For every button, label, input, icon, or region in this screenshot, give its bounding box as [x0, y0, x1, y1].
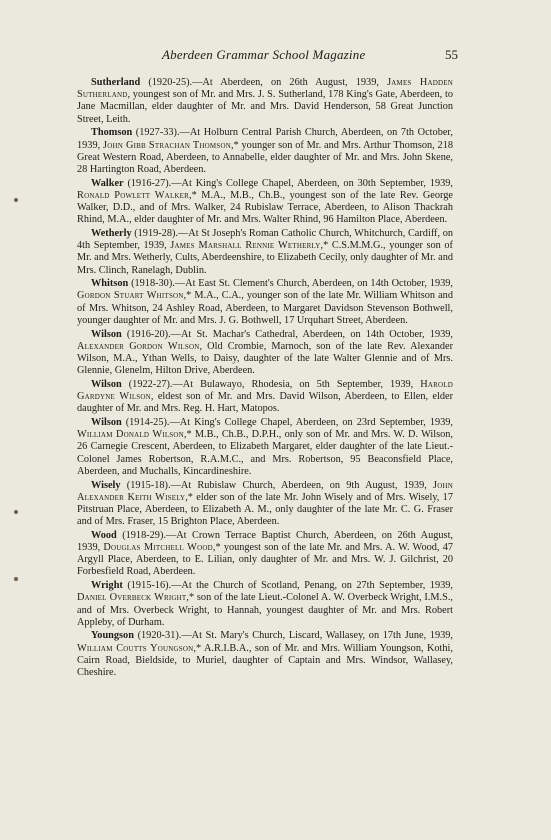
- entry-details: ,* younger son of Mr. and Mrs. Arthur Thomson, 218 Great Western Road, Aberdeen, to Annabelle, elder daughter of Mr. and Mrs. John Skene, 28 Hartington Road, Aberdeen.: [77, 139, 453, 175]
- notice-entry: [77, 379, 453, 416]
- notice-entry: [77, 278, 453, 327]
- entry-surname: Sutherland: [91, 77, 141, 88]
- notice-entry: [77, 630, 453, 679]
- entry-full-name: Harold Gardyne Wilson: [77, 378, 453, 403]
- entry-details: ,* youngest son of the late Mr. and Mrs. A. W. Wood, 47 Argyll Place, Aberdeen, to E. Lilian, only daughter of Mr. and Mrs. W. J. Gilchrist, 20 Forbesfield Road, Aberdeen.: [77, 542, 453, 578]
- binding-hole-mark: [14, 198, 18, 202]
- entry-details: ,* son of the late Lieut.-Colonel A. W. Overbeck Wright, I.M.S., and of Mrs. Overbeck Wright, to Hannah, youngest daughter of Mr. and Mrs. Robert Appleby, of Durham.: [77, 592, 453, 628]
- notice-entry: [77, 417, 453, 478]
- binding-hole-mark: [14, 510, 18, 514]
- entry-full-name: William Coutts Youngson: [77, 642, 194, 654]
- entry-full-name: Daniel Overbeck Wright: [77, 592, 187, 604]
- entry-surname: Thomson: [91, 127, 133, 139]
- entry-details: (1920-25).—At Aberdeen, on 26th August, 1939,: [140, 77, 388, 88]
- marriage-notices: [77, 77, 453, 681]
- entry-surname: Wisely: [91, 479, 121, 491]
- entry-details: ,* A.R.I.B.A., son of Mr. and Mrs. William Youngson, Kothi, Cairn Road, Bieldside, to Muriel, daughter of Captain and Mrs. Windsor, Wallasey, Cheshire.: [77, 642, 453, 679]
- entry-full-name: James Hadden Sutherland: [77, 77, 453, 101]
- entry-surname: Wood: [91, 529, 117, 541]
- entry-details: (1916-27).—At King's College Chapel, Aberdeen, on 30th September, 1939,: [123, 177, 453, 189]
- running-header: [92, 47, 458, 65]
- entry-full-name: John Alexander Keith Wisely: [77, 479, 453, 503]
- entry-full-name: Douglas Mitchell Wood: [103, 542, 213, 554]
- notice-entry: [77, 480, 453, 529]
- entry-details: (1914-25).—At King's College Chapel, Aberdeen, on 23rd September, 1939,: [121, 416, 453, 428]
- entry-details: (1918-29).—At Crown Terrace Baptist Church, Aberdeen, on 26th August, 1939,: [77, 529, 453, 554]
- entry-details: , Old Crombie, Marnoch, son of the late Rev. Alexander Wilson, M.A., Ythan Wells, to Daisy, daughter of the late Walter Glennie and of Mrs. Glennie, Glenelm, Hilton Drive, Aberdeen.: [77, 340, 453, 377]
- entry-surname: Whitson: [91, 278, 129, 290]
- entry-surname: Wilson: [91, 328, 122, 340]
- entry-surname: Wilson: [91, 378, 122, 390]
- entry-full-name: Alexander Gordon Wilson: [77, 340, 200, 352]
- entry-full-name: William Donald Wilson: [77, 429, 184, 441]
- entry-surname: Youngson: [91, 630, 134, 642]
- entry-details: , youngest son of Mr. and Mrs. J. S. Sutherland, 178 King's Gate, Aberdeen, to Jane Macmillan, elder daughter of Mr. and Mrs. David Henderson, 58 Great Junction Street, Leith.: [77, 89, 453, 125]
- entry-details: , eldest son of Mr. and Mrs. David Wilson, Aberdeen, to Ellen, elder daughter of Mr. and Mrs. Reg. H. Hart, Matopos.: [77, 391, 453, 415]
- entry-surname: Wetherly: [91, 227, 132, 239]
- entry-details: ,* M.B., Ch.B., D.P.H., only son of Mr. and Mrs. W. D. Wilson, 26 Carnegie Crescent, Aberdeen, to Elizabeth Margaret, elder daughter of the late Lieut.-Colonel James Robertson, R.A.M.C., and Mrs. Robertson, 95 Beaconsfield Place, Aberdeen, and Muchalls, Kincardineshire.: [77, 429, 453, 477]
- notice-entry: [77, 178, 453, 227]
- entry-details: ,* C.S.M.M.G., younger son of Mr. and Mrs. Wetherly, Cults, Aberdeenshire, to Elizabeth Cecily, only daughter of Mr. and Mrs. Clinch, Ranelagh, Dublin.: [77, 240, 453, 276]
- notice-entry: [77, 77, 453, 126]
- entry-details: (1916-20).—At St. Machar's Cathedral, Aberdeen, on 14th October, 1939,: [121, 328, 453, 340]
- notice-entry: [77, 580, 453, 629]
- entry-full-name: Gordon Stuart Whitson: [77, 290, 184, 302]
- entry-details: (1918-30).—At East St. Clement's Church, Aberdeen, on 14th October, 1939,: [128, 278, 453, 290]
- entry-surname: Wright: [91, 580, 123, 592]
- entry-details: ,* M.A., M.B., Ch.B., youngest son of the late Rev. George Walker, D.D., and of Mrs. Walker, 24 Rubislaw Terrace, Aberdeen, to Alison Thackrah Rhind, M.A., elder daughter of Mr. and Mrs. Walter Rhind, 96 Hamilton Place, Aberdeen.: [77, 189, 453, 226]
- entry-details: ,* M.A., C.A., younger son of the late Mr. William Whitson and of Mrs. Whitson, 24 Ashley Road, Aberdeen, to Margaret Davidson Stevenson Bothwell, younger daughter of Mr. and Mrs. J. G. Bothwell, 17 Urquhart Street, Aberdeen.: [77, 290, 453, 326]
- notice-entry: [77, 228, 453, 277]
- entry-surname: Wilson: [91, 416, 122, 428]
- entry-details: (1920-31).—At St. Mary's Church, Liscard, Wallasey, on 17th June, 1939,: [133, 630, 453, 642]
- entry-full-name: John Gibb Strachan Thomson: [103, 139, 231, 151]
- entry-details: (1915-18).—At Rubislaw Church, Aberdeen, on 9th August, 1939,: [120, 479, 434, 491]
- entry-full-name: James Marshall Rennie Wetherly: [170, 240, 321, 252]
- entry-details: (1922-27).—At Bulawayo, Rhodesia, on 5th September, 1939,: [121, 378, 421, 390]
- notice-entry: [77, 127, 453, 176]
- entry-details: (1927-33).—At Holburn Central Parish Church, Aberdeen, on 7th October, 1939,: [77, 127, 453, 151]
- notice-entry: [77, 530, 453, 579]
- entry-details: ,* elder son of the late Mr. John Wisely and of Mrs. Wisely, 17 Pitstruan Place, Aberdeen, to Elizabeth A. M., only daughter of the late Mr. C. G. Fraser and of Mrs. Fraser, 15 Brighton Place, Aberdeen.: [77, 491, 453, 528]
- entry-full-name: Ronald Powlett Walker: [77, 189, 190, 201]
- binding-hole-mark: [14, 577, 18, 581]
- magazine-title: Aberdeen Grammar School Magazine: [162, 47, 366, 62]
- entry-details: (1915-16).—At the Church of Scotland, Penang, on 27th September, 1939,: [122, 580, 453, 592]
- page-number: 55: [445, 47, 458, 62]
- notice-entry: [77, 329, 453, 378]
- entry-surname: Walker: [91, 177, 124, 189]
- entry-details: (1919-28).—At St Joseph's Roman Catholic Church, Whitchurch, Cardiff, on 4th September, 1939,: [77, 227, 453, 252]
